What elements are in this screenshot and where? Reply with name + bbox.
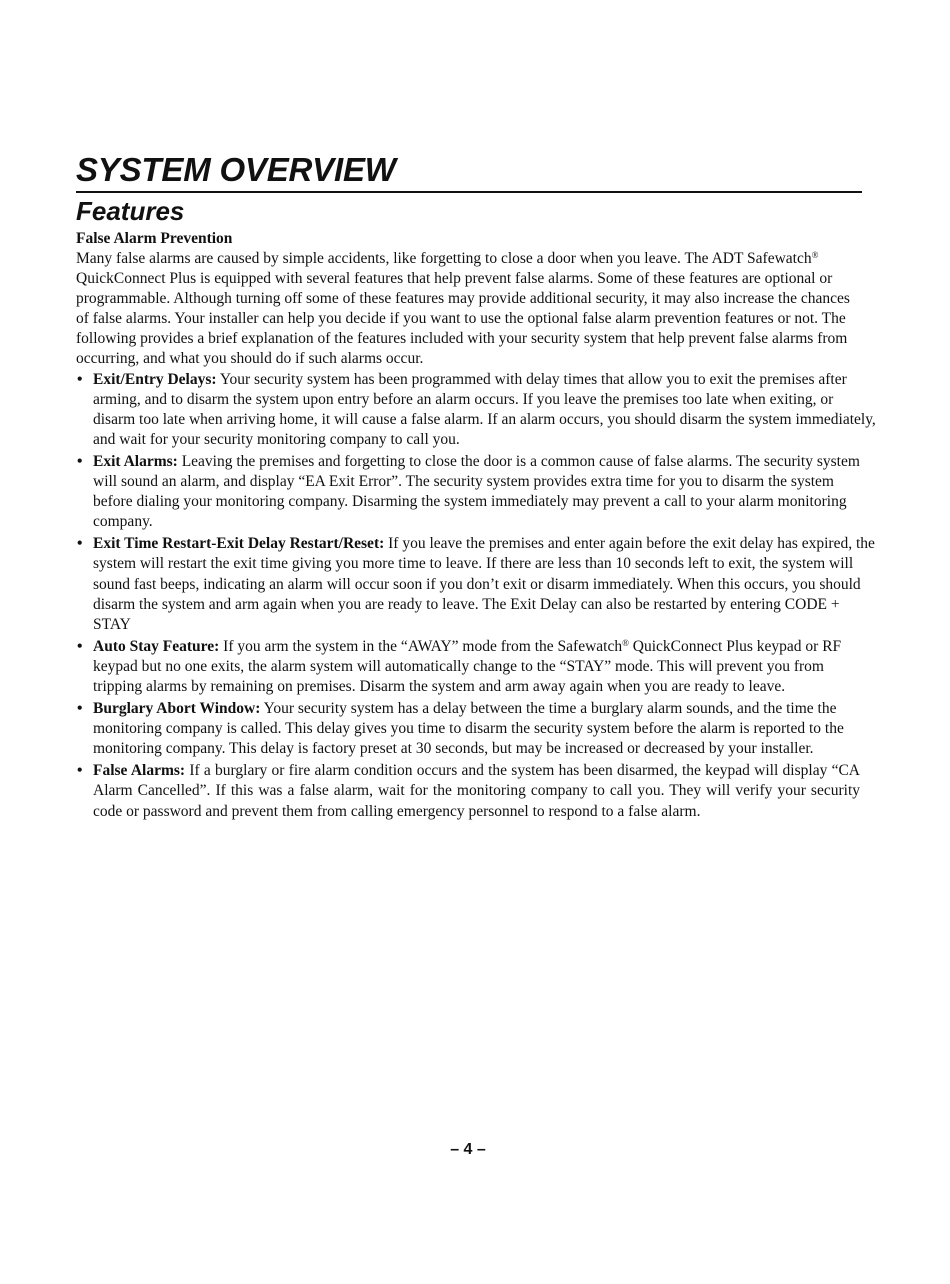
bullet-term: Exit/Entry Delays: <box>93 370 217 388</box>
intro-text-part1: Many false alarms are caused by simple accidents, like forgetting to close a door when you leave. The ADT Safewatch <box>76 250 812 267</box>
bullet-icon: • <box>77 637 83 655</box>
bullet-text: Leaving the premises and forgetting to close the door is a common cause of false alarms. The security system will sound an alarm, and display “EA Exit Error”. The security system provides extra time for you to disarm the system before dialing your monitoring company. Disarming the system immediately may prevent a call to your alarm monitoring company. <box>93 452 860 531</box>
bullet-text-a: If you arm the system in the “AWAY” mode from the Safewatch <box>219 637 623 655</box>
list-item-exit-time-restart <box>76 534 876 634</box>
bullet-icon: • <box>77 700 83 718</box>
intro-paragraph <box>76 249 862 370</box>
registered-mark: ® <box>811 250 819 260</box>
bullet-icon: • <box>77 762 83 780</box>
manual-page <box>76 150 876 824</box>
topic-heading: False Alarm Prevention <box>76 230 233 247</box>
intro-text-part2: QuickConnect Plus is equipped with several features that help prevent false alarms. Some of these features are optional or programmable. Although turning off some of these features may provide additional security, it may also increase the chances of false alarms. Your installer can help you decide if you want to use the optional false alarm prevention features or not. The following provides a brief explanation of the features included with your security system that help prevent false alarms from occurring, and what you should do if such alarms occur. <box>76 270 850 368</box>
list-item-auto-stay <box>76 637 876 697</box>
bullet-icon: • <box>77 452 83 470</box>
subsection-title: Features <box>76 196 185 226</box>
bullet-term: Burglary Abort Window: <box>93 700 261 718</box>
bullet-term: False Alarms: <box>93 762 186 780</box>
registered-mark: ® <box>622 637 629 648</box>
bullet-text-b: QuickConnect Plus keypad or RF keypad but no one exits, the alarm system will automatically change to the “STAY” mode. This will prevent you from tripping alarms by remaining on premises. Disarm the system and arm away again when you are ready to leave. <box>93 637 842 695</box>
bullet-text: Your security system has a delay between the time a burglary alarm sounds, and the time the monitoring company is called. This delay gives you time to disarm the security system before the alarm is reported to the monitoring company. This delay is factory preset at 30 seconds, but may be increased or decreased by your installer. <box>93 700 844 758</box>
list-item-exit-alarms <box>76 452 876 532</box>
bullet-icon: • <box>77 370 83 388</box>
bullet-term: Exit Time Restart-Exit Delay Restart/Reset: <box>93 535 385 553</box>
list-item-burglary-abort-window <box>76 699 876 759</box>
section-title: SYSTEM OVERVIEW <box>76 151 396 188</box>
page-number: – 4 – <box>450 1141 486 1158</box>
feature-list <box>76 370 876 822</box>
bullet-text: If you leave the premises and enter again before the exit delay has expired, the system will restart the exit time giving you more time to leave. If there are less than 10 seconds left to exit, the system will sound fast beeps, indicating an alarm will occur soon if you don’t exit or disarm immediately. When this occurs, you should disarm the system and arm again when you are ready to leave. The Exit Delay can also be restarted by entering CODE + STAY <box>93 535 875 633</box>
bullet-text: If a burglary or fire alarm condition occurs and the system has been disarmed, the keypad will display “CA Alarm Cancelled”. If this was a false alarm, wait for the monitoring company to call you. They will verify your security code or password and prevent them from calling emergency personnel to respond to a false alarm. <box>93 762 860 820</box>
list-item-false-alarms <box>76 761 860 821</box>
bullet-term: Auto Stay Feature: <box>93 637 220 655</box>
bullet-icon: • <box>77 535 83 553</box>
list-item-exit-entry-delays <box>76 370 876 450</box>
bullet-term: Exit Alarms: <box>93 452 178 470</box>
bullet-text: Your security system has been programmed with delay times that allow you to exit the premises after arming, and to disarm the system upon entry before an alarm occurs. If you leave the premises too late when exiting, or disarm too late when arriving home, it will cause a false alarm. If an alarm occurs, you should disarm the system immediately, and wait for your security monitoring company to call you. <box>93 370 876 448</box>
